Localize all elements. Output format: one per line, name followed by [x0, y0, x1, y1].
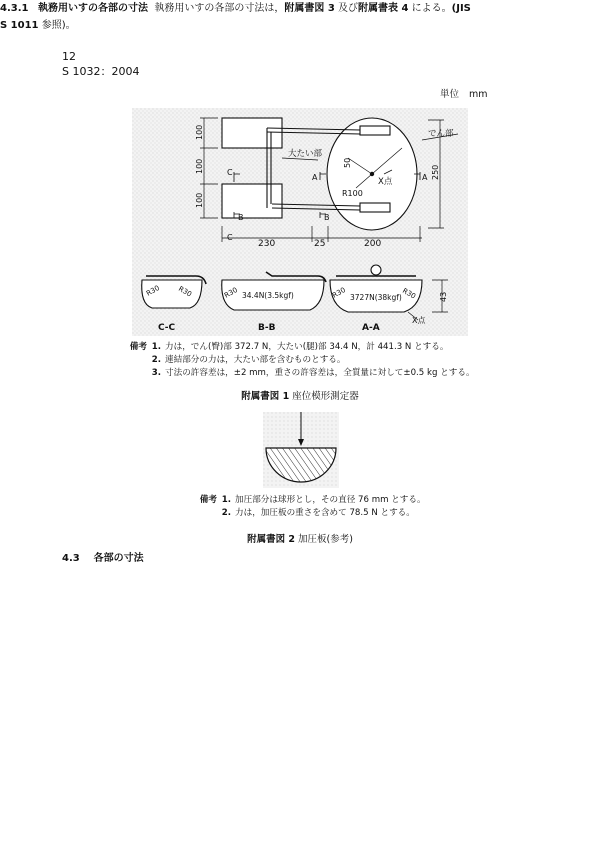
- paragraph-text: 執務用いすの各部の寸法は，: [154, 3, 285, 14]
- note-row: [116, 354, 475, 367]
- label-r30-aa-right: R30: [401, 286, 417, 301]
- dim-43: 43: [439, 291, 448, 302]
- label-x-point: X点: [378, 177, 393, 187]
- note-text: 力は，でん(臀)部 372.7 N，大たい(腿)部 34.4 N，計 441.3 N とする。: [165, 342, 449, 352]
- reference-jis[interactable]: (JIS S 1011: [0, 3, 471, 31]
- label-denbu: でん部: [428, 129, 454, 139]
- label-weight-bb: 34.4N(3.5kgf): [242, 291, 294, 300]
- label-r30-bb: R30: [223, 285, 239, 300]
- figure-2-pressure-plate: [263, 412, 339, 488]
- dim-25: 25: [314, 239, 326, 249]
- label-weight-aa: 3727N(38kgf): [350, 293, 402, 302]
- notes-label: 備考: [199, 495, 217, 505]
- label-daitaibu: 大たい部: [288, 149, 323, 159]
- dim-250: 250: [431, 164, 440, 180]
- section-title-aa: A-A: [362, 323, 380, 333]
- figure-2-caption-label: 附属書図 2: [247, 534, 295, 545]
- figure-1-caption: [0, 388, 600, 402]
- figure-2-notes: [186, 494, 426, 520]
- figure-2-caption-title: 加圧板(参考): [298, 534, 353, 545]
- thigh-block-lower: [222, 184, 282, 218]
- dim-200: 200: [364, 239, 382, 249]
- standard-code: S 1032：2004: [62, 65, 140, 78]
- note-row: [116, 341, 475, 354]
- label-r30-cc-left: R30: [145, 283, 161, 298]
- figure-1-seat-model-diagram: [132, 108, 468, 336]
- note-number: 2.: [221, 508, 231, 519]
- section-number: 4.3: [62, 553, 80, 564]
- unit-value: mm: [469, 89, 488, 100]
- label-r30-cc-right: R30: [177, 284, 193, 299]
- dim-100-a: 100: [195, 124, 204, 140]
- figure-1-caption-label: 附属書図 1: [241, 391, 290, 402]
- figure-1-notes: [116, 341, 475, 381]
- section-mark-c-top: C: [227, 168, 233, 177]
- page-number: 12: [62, 50, 76, 63]
- unit-caption: 単位: [440, 89, 460, 100]
- note-row: [116, 367, 475, 380]
- section-title-cc: C-C: [158, 323, 176, 333]
- notes-label: 備考: [129, 342, 147, 352]
- note-text: 力は，加圧板の重さを含めて 78.5 N とする。: [235, 508, 415, 519]
- section-4-3-1-paragraph: [0, 0, 480, 34]
- label-r30-aa-left: R30: [331, 285, 347, 300]
- dim-50: 50: [343, 157, 352, 168]
- unit-label: [440, 86, 488, 100]
- note-row: [186, 507, 426, 520]
- paragraph-text: 参照)。: [38, 20, 76, 31]
- dim-230: 230: [258, 239, 276, 249]
- note-number: 1.: [151, 342, 161, 352]
- note-number: 3.: [151, 368, 161, 379]
- subsection-title: 執務用いすの各部の寸法: [38, 3, 149, 14]
- dim-100-b: 100: [195, 158, 204, 174]
- paragraph-text: による。: [408, 3, 452, 14]
- thigh-block-upper: [222, 118, 282, 148]
- dim-100-c: 100: [195, 192, 204, 208]
- note-number: 1.: [221, 495, 231, 505]
- section-mark-c-bottom: C: [227, 233, 233, 242]
- reference-fig3[interactable]: 附属書図 3: [284, 3, 335, 14]
- figure-2-caption: [0, 531, 600, 545]
- reference-table4[interactable]: 附属書表 4: [358, 3, 409, 14]
- section-4-3-heading: [62, 549, 144, 564]
- paragraph-text: 及び: [334, 3, 359, 14]
- section-mark-a-right: A: [422, 173, 428, 182]
- note-text: 加圧部分は球形とし，その直径 76 mm とする。: [235, 495, 426, 505]
- note-text: 連結部分の力は，大たい部を含むものとする。: [165, 355, 346, 366]
- section-title-bb: B-B: [258, 323, 276, 333]
- note-row: [186, 494, 426, 507]
- section-mark-b-right: B: [324, 213, 330, 222]
- section-mark-b-left: B: [238, 213, 244, 222]
- label-x-point-aa: X点: [412, 316, 426, 325]
- section-title: 各部の寸法: [93, 553, 144, 564]
- note-text: 寸法の許容差は，±2 mm，重さの許容差は，全質量に対して±0.5 kg とする。: [165, 368, 475, 379]
- note-number: 2.: [151, 355, 161, 366]
- subsection-number: 4.3.1: [0, 3, 29, 14]
- figure-1-caption-title: 座位模形測定器: [292, 391, 359, 402]
- section-mark-a-left: A: [312, 173, 318, 182]
- label-r100: R100: [342, 189, 363, 198]
